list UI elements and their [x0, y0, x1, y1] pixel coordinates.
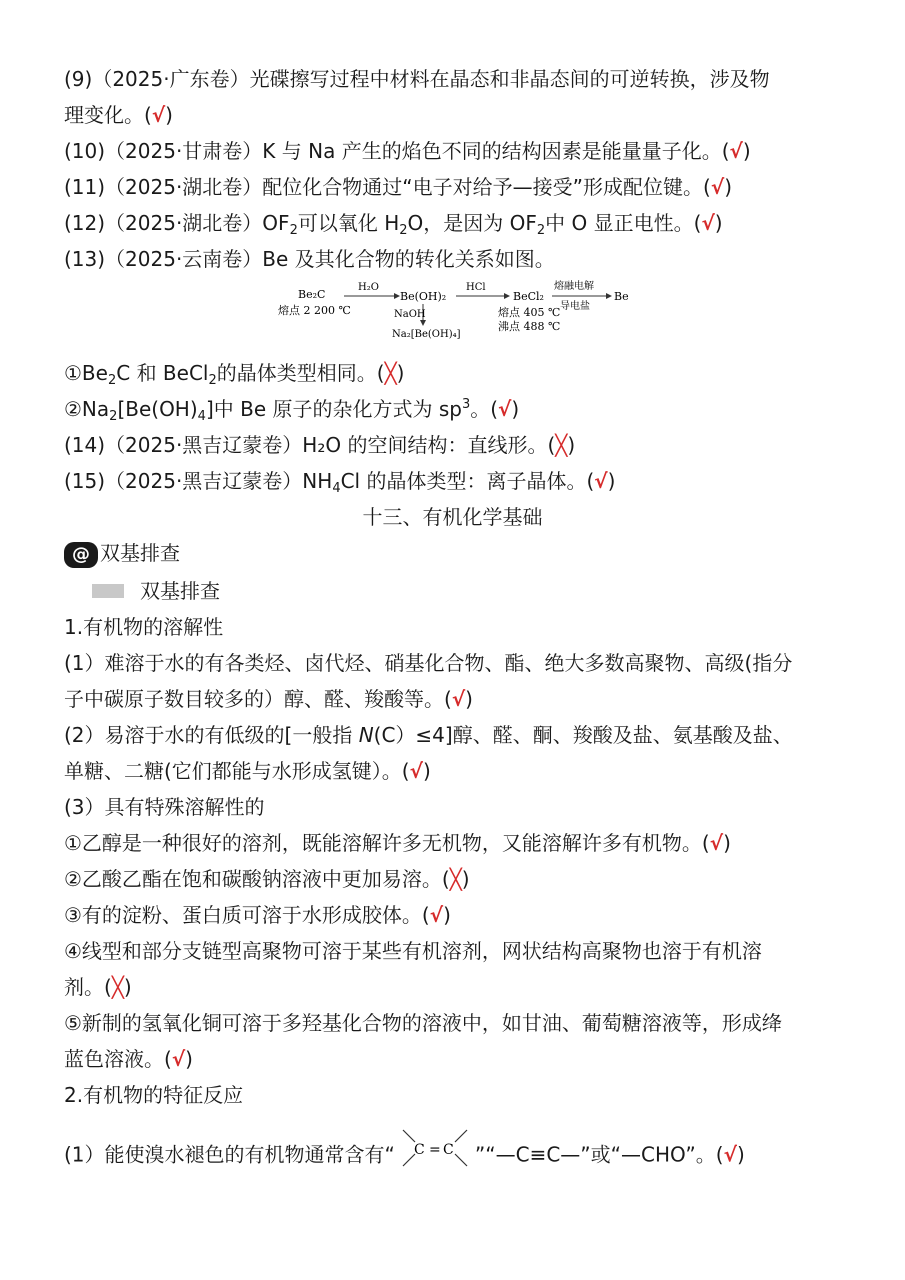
s5-line1: ⑤新制的氢氧化铜可溶于多羟基化合物的溶液中，如甘油、葡萄糖溶液等，形成绛	[64, 1011, 782, 1035]
section-title: 十三、有机化学基础	[362, 505, 543, 529]
p2-line1: (2）易溶于水的有低级的[一般指 N(C）≤4]醇、醛、酮、羧酸及盐、氨基酸及盐、	[64, 723, 793, 747]
arrow-3-head	[606, 293, 612, 299]
r1: (1）能使溴水褪色的有机物通常含有“ C = C ”“—C≡C—”或“—CHO”。(√)	[64, 1138, 745, 1174]
check-mark: √	[729, 139, 743, 163]
s4-line2: 剂。(╳)	[64, 975, 132, 999]
at-sign-icon: @	[64, 542, 98, 568]
alkene-structure	[397, 1124, 473, 1174]
arrow-down-head	[420, 320, 426, 326]
p1-line2: 子中碳原子数目较多的）醇、醛、羧酸等。(√)	[64, 687, 473, 711]
svg-text:C: C	[413, 1142, 425, 1158]
item-9-line1: (9)（2025·广东卷）光碟擦写过程中材料在晶态和非晶态间的可逆转换，涉及物	[64, 67, 770, 91]
check-mark: √	[429, 903, 444, 927]
item-12: (12)（2025·湖北卷）$OF_2$可以氧化 $H_2O$，是因为 $OF_2$中 O 显正电性。(√)	[64, 211, 723, 238]
p3: (3）具有特殊溶解性的	[64, 795, 265, 819]
item-9-line2: 理变化。(√)	[64, 103, 173, 127]
check-mark: √	[701, 211, 715, 235]
p1-line1: (1）难溶于水的有各类烃、卤代烃、硝基化合物、酯、绝大多数高聚物、高级(指分	[64, 651, 793, 675]
svg-text:=: =	[428, 1142, 441, 1158]
h2o-label: H₂O	[358, 282, 379, 293]
check-mark: √	[723, 1142, 737, 1167]
check-mark: √	[151, 103, 166, 127]
be2c-mp-label: 熔点 2 200 ℃	[278, 304, 351, 317]
sub-heading: 双基排查	[140, 579, 220, 603]
check-mark: √	[409, 759, 423, 783]
arrow-2-head	[504, 293, 510, 299]
becl2-bp-label: 沸点 488 ℃	[498, 320, 561, 333]
cross-mark: ╳	[111, 975, 124, 999]
item-14: (14)（2025·黑吉辽蒙卷）H₂O 的空间结构：直线形。(╳)	[64, 433, 576, 457]
s3: ③有的淀粉、蛋白质可溶于水形成胶体。(√)	[64, 903, 451, 927]
heading-2: 2.有机物的特征反应	[64, 1083, 244, 1107]
be-label: Be	[614, 290, 629, 303]
check-mark: √	[709, 831, 724, 855]
check-mark: √	[498, 397, 512, 421]
check-mark: √	[710, 175, 725, 199]
gray-bar-icon	[92, 584, 124, 598]
p2-line2: 单糖、二糖(它们都能与水形成氢键）。(√)	[64, 759, 431, 783]
item-11: (11)（2025·湖北卷）配位化合物通过“电子对给予—接受”形成配位键。(√)	[64, 175, 732, 199]
melt-label: 熔融电解	[554, 281, 594, 292]
s2: ②乙酸乙酯在饱和碳酸钠溶液中更加易溶。(╳)	[64, 867, 470, 891]
check-mark: √	[451, 687, 466, 711]
naoh-label: NaOH	[394, 309, 426, 320]
salt-label: 导电盐	[560, 301, 590, 312]
check-mark: √	[171, 1047, 186, 1071]
hcl-label: HCl	[466, 282, 486, 293]
cross-mark: ╳	[384, 361, 397, 385]
cross-mark: ╳	[555, 433, 568, 457]
becl2-mp-label: 熔点 405 ℃	[498, 306, 561, 319]
svg-text:C: C	[442, 1142, 454, 1158]
s5-line2: 蓝色溶液。(√)	[64, 1047, 193, 1071]
choice-2: $②Na_2[Be(OH)_4]$中 Be 原子的杂化方式为 $sp^3$。(√)	[64, 397, 520, 424]
na2be-label: Na₂[Be(OH)₄]	[392, 329, 461, 340]
heading-1: 1.有机物的溶解性	[64, 615, 224, 639]
item-15: (15)（2025·黑吉辽蒙卷）$NH_4Cl$ 的晶体类型：离子晶体。(√)	[64, 469, 616, 496]
item-13: (13)（2025·云南卷）Be 及其化合物的转化关系如图。	[64, 247, 555, 271]
be2c-label: Be₂C	[298, 288, 326, 301]
beryllium-reaction-diagram	[270, 276, 650, 346]
becl2-label: BeCl₂	[513, 290, 544, 303]
s1: ①乙醇是一种很好的溶剂，既能溶解许多无机物，又能溶解许多有机物。(√)	[64, 831, 731, 855]
choice-1: $①Be_2C$ 和 BeCl$_2$的晶体类型相同。(╳)	[64, 361, 405, 388]
item-10: (10)（2025·甘肃卷）K 与 Na 产生的焰色不同的结构因素是能量量子化。(√)	[64, 139, 751, 163]
cross-mark: ╳	[449, 867, 462, 891]
tag-heading: @ 双基排查	[64, 540, 180, 568]
check-mark: √	[594, 469, 608, 493]
s4-line1: ④线型和部分支链型高聚物可溶于某些有机溶剂，网状结构高聚物也溶于有机溶	[64, 939, 762, 963]
beoh2-label: Be(OH)₂	[400, 290, 447, 303]
